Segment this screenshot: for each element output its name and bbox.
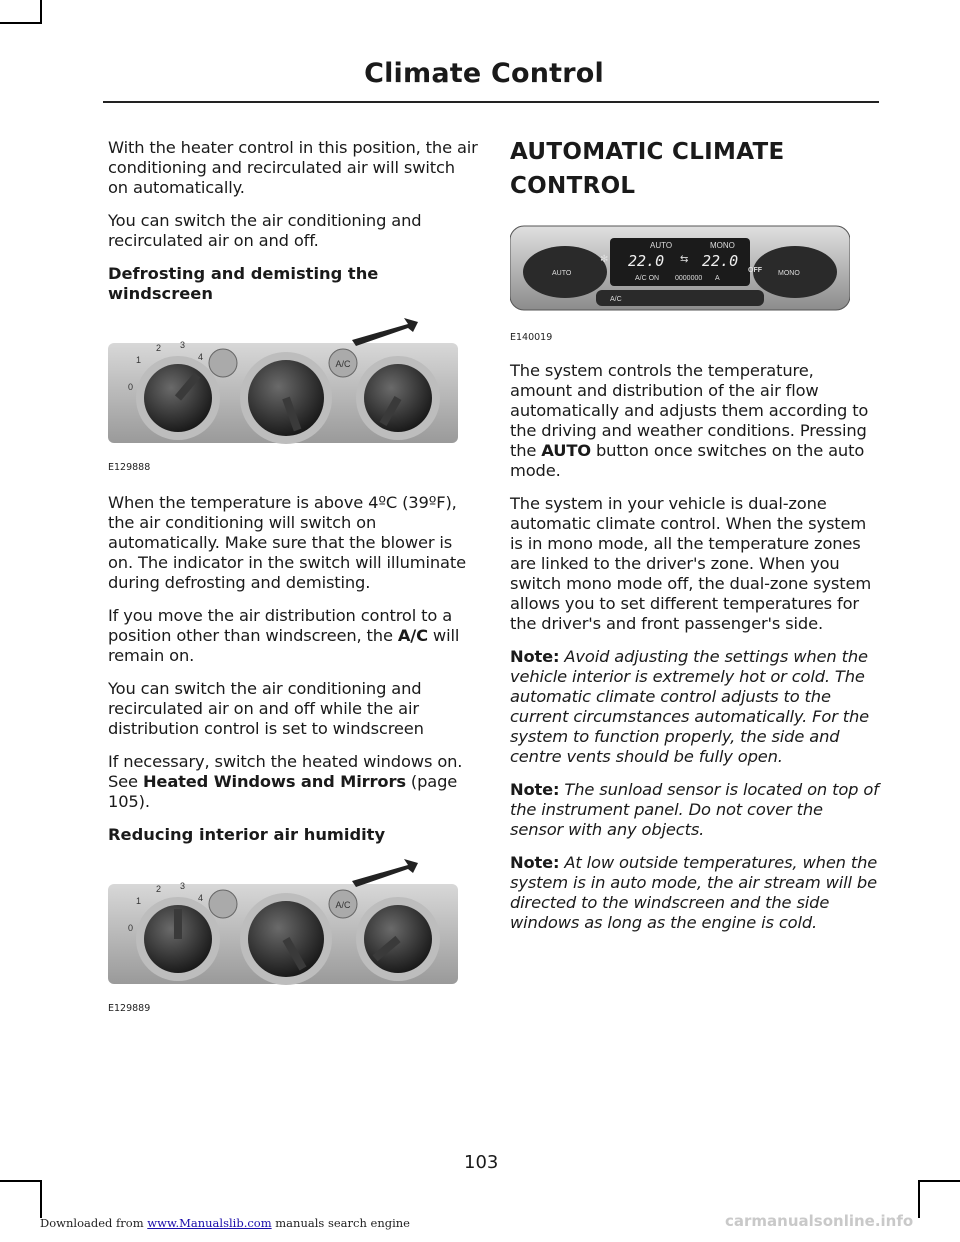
svg-text:1: 1 bbox=[136, 896, 142, 906]
figure-climate-panel bbox=[510, 220, 870, 343]
svg-text:2: 2 bbox=[156, 884, 162, 894]
text-run: If necessary, switch the heated windows on. See bbox=[108, 752, 463, 791]
cross-reference-link[interactable]: Heated Windows and Mirrors bbox=[142, 772, 406, 791]
crop-mark bbox=[40, 1180, 42, 1218]
note-text: Avoid adjusting the settings when the vehicle interior is extremely hot or cold. The automatic climate control adjusts to the current circumstances automatically. For the system to function properly, the side and centre vents should be fully open. bbox=[510, 647, 870, 766]
paragraph: You can switch the air conditioning and recirculated air on and off while the air distribution control is set to windscreen bbox=[108, 679, 424, 738]
note-label: Note: bbox=[510, 780, 560, 799]
text-run: button once switches on the auto mode. bbox=[510, 441, 865, 480]
header-divider bbox=[103, 101, 879, 103]
recirculation-icon: ⇆ bbox=[680, 254, 689, 265]
note bbox=[510, 853, 880, 933]
text-run: The system controls the temperature, amount and distribution of the air flow automatically and adjusts them according to the driving and weather conditions. Pressing the bbox=[510, 361, 869, 460]
left-column bbox=[108, 138, 478, 1014]
svg-text:4: 4 bbox=[198, 893, 204, 903]
ac-on-label: A/C ON bbox=[635, 275, 660, 282]
fan-icon: ✻ bbox=[600, 254, 609, 265]
svg-text:0: 0 bbox=[128, 382, 134, 392]
crop-mark bbox=[40, 0, 42, 24]
right-column bbox=[510, 138, 880, 946]
note bbox=[510, 780, 880, 840]
paragraph: With the heater control in this position, the air conditioning and recirculated air will switch on automatically. bbox=[108, 138, 478, 197]
crop-mark bbox=[918, 1180, 920, 1218]
svg-text:A/C: A/C bbox=[335, 359, 351, 369]
auto-label: AUTO bbox=[650, 241, 673, 250]
paragraph bbox=[108, 752, 478, 812]
svg-text:4: 4 bbox=[198, 352, 204, 362]
crop-mark bbox=[0, 1180, 42, 1182]
note bbox=[510, 647, 880, 767]
mono-label: MONO bbox=[710, 241, 735, 250]
section-title-line: CONTROL bbox=[510, 173, 636, 199]
temp-left: 22.0 bbox=[628, 252, 665, 270]
text-run: (page 105). bbox=[108, 772, 458, 811]
svg-text:1: 1 bbox=[136, 355, 142, 365]
figure-caption: E129888 bbox=[108, 462, 151, 473]
subheading: Defrosting and demisting the windscreen bbox=[108, 264, 379, 303]
note-label: Note: bbox=[510, 853, 560, 872]
figure-heater-control-1 bbox=[108, 318, 468, 473]
paragraph: The system in your vehicle is dual-zone automatic climate control. When the system is in mono mode, all the temperature zones are linked to the driver's zone. When you switch mono mode off, the dual-zone system allows you to set different temperatures for the driver's and front passenger's side. bbox=[510, 494, 872, 633]
download-footer bbox=[40, 1216, 410, 1230]
bold-text: AUTO bbox=[541, 441, 591, 460]
digits-readout: 0000000 bbox=[675, 275, 703, 282]
footer-text: manuals search engine bbox=[271, 1216, 410, 1230]
crop-mark bbox=[0, 22, 42, 24]
auto-button[interactable]: AUTO bbox=[552, 270, 572, 277]
figure-heater-control-2 bbox=[108, 859, 468, 1014]
svg-text:0: 0 bbox=[128, 923, 134, 933]
paragraph: You can switch the air conditioning and recirculated air on and off. bbox=[108, 211, 422, 250]
note-text: The sunload sensor is located on top of the instrument panel. Do not cover the sensor with any objects. bbox=[510, 780, 879, 839]
note-text: At low outside temperatures, when the system is in auto mode, the air stream will be directed to the windscreen and the side windows as long as the engine is cold. bbox=[510, 853, 878, 932]
manualslib-link[interactable]: www.Manualslib.com bbox=[147, 1216, 272, 1230]
paragraph: When the temperature is above 4ºC (39ºF), the air conditioning will switch on automatically. Make sure that the blower is on. The indicator in the switch will illuminate during defrosting and demisting. bbox=[108, 493, 466, 592]
page-title: Climate Control bbox=[364, 58, 604, 89]
footer-text: Downloaded from bbox=[40, 1216, 148, 1230]
figure-caption: E129889 bbox=[108, 1003, 151, 1014]
svg-text:3: 3 bbox=[180, 881, 186, 891]
heater-control-illustration bbox=[108, 318, 458, 456]
section-title bbox=[510, 138, 880, 200]
text-run: If you move the air distribution control to a position other than windscreen, the bbox=[108, 606, 453, 645]
mono-button[interactable]: MONO bbox=[778, 270, 800, 277]
svg-text:A/C: A/C bbox=[335, 900, 351, 910]
watermark: carmanualsonline.info bbox=[725, 1212, 914, 1230]
ac-button[interactable]: A/C bbox=[610, 296, 622, 303]
svg-text:2: 2 bbox=[156, 343, 162, 353]
paragraph bbox=[510, 361, 880, 481]
climate-control-panel-illustration bbox=[510, 220, 850, 316]
svg-text:3: 3 bbox=[180, 340, 186, 350]
temp-right: 22.0 bbox=[702, 252, 739, 270]
subheading: Reducing interior air humidity bbox=[108, 825, 386, 844]
figure-caption: E140019 bbox=[510, 332, 553, 343]
text-run: will remain on. bbox=[108, 626, 460, 665]
bold-text: A/C bbox=[397, 626, 428, 645]
off-button[interactable]: OFF bbox=[748, 267, 762, 274]
section-title-line: AUTOMATIC CLIMATE bbox=[510, 139, 785, 165]
page-number: 103 bbox=[464, 1152, 499, 1173]
paragraph bbox=[108, 606, 478, 666]
heater-control-illustration bbox=[108, 859, 458, 997]
a-indicator: A bbox=[715, 275, 720, 282]
note-label: Note: bbox=[510, 647, 560, 666]
crop-mark bbox=[918, 1180, 960, 1182]
